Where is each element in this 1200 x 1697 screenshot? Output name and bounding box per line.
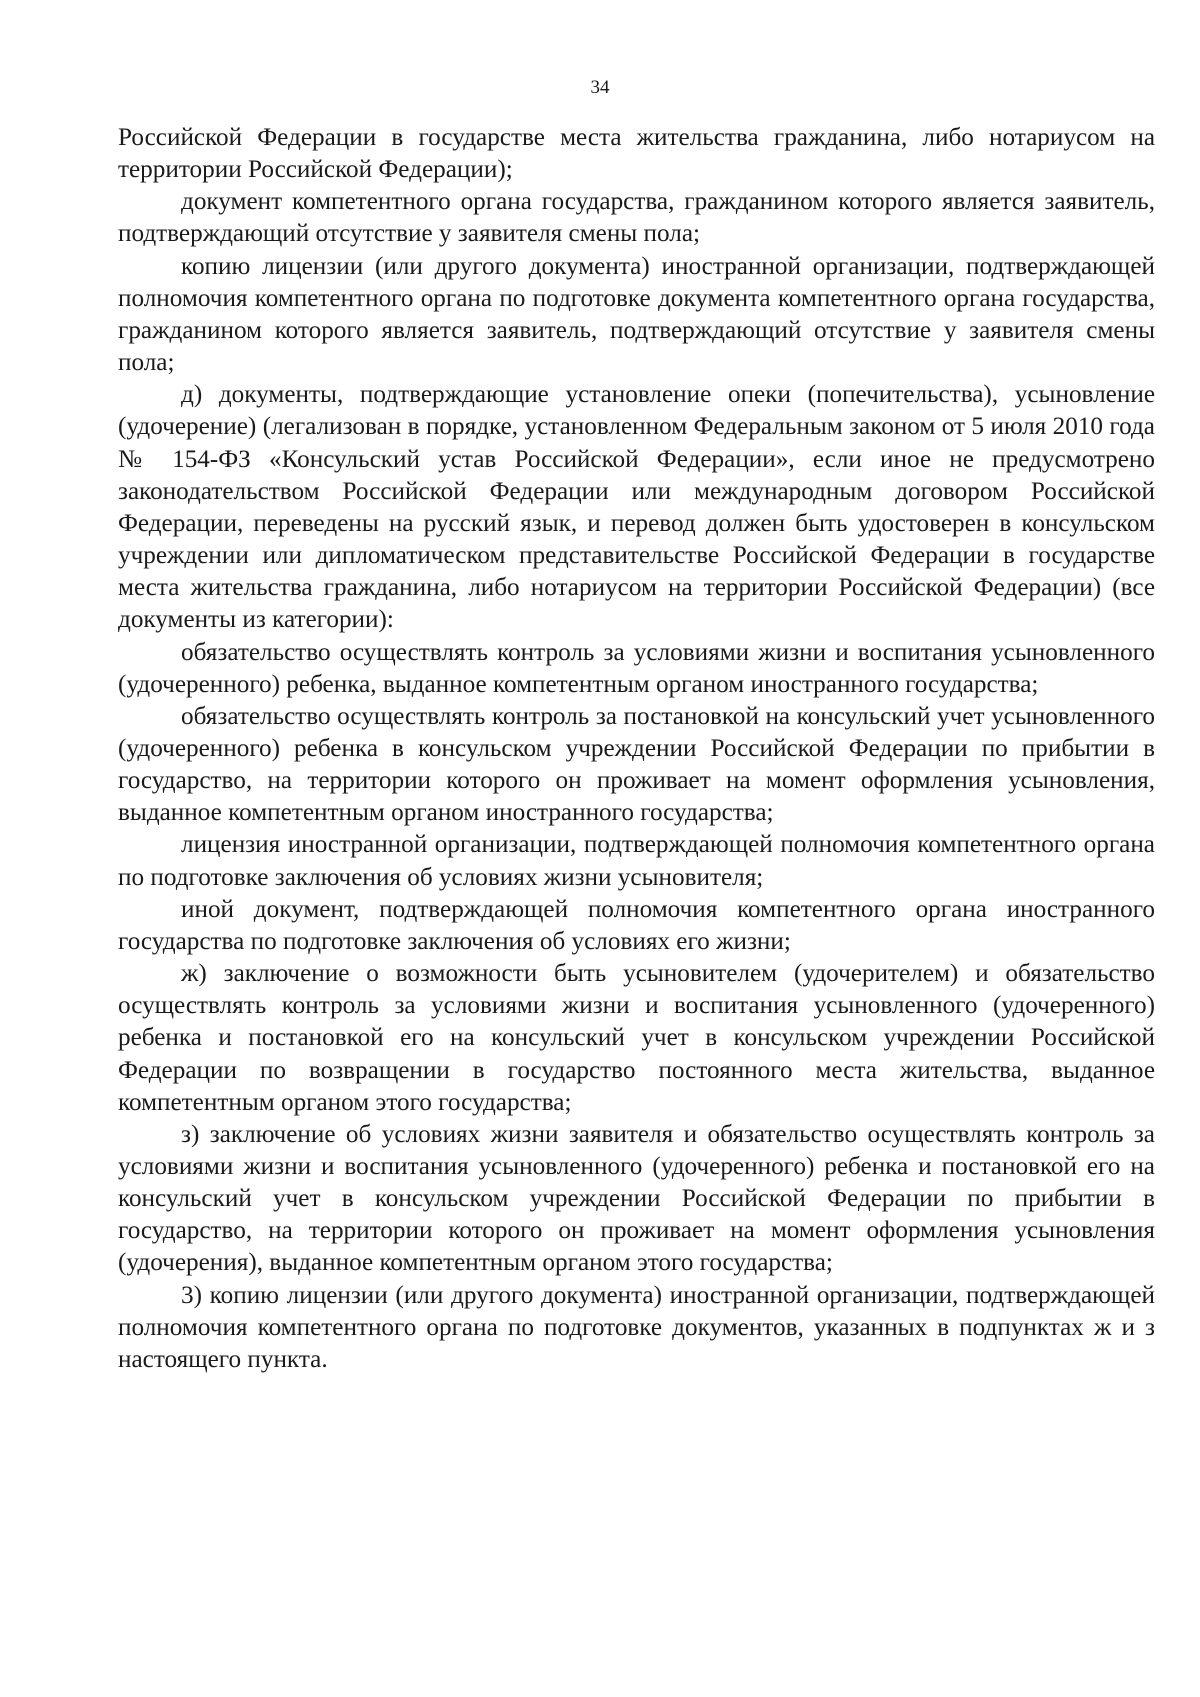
- page-number: 34: [590, 77, 610, 98]
- paragraph: Российской Федерации в государстве места жительства гражданина, либо нотариусом на территории Российской Федерации);: [118, 124, 1155, 184]
- document-body: [118, 122, 1155, 1376]
- paragraph: документ компетентного органа государства, гражданином которого является заявитель, подтверждающий отсутствие у заявителя смены пола;: [118, 188, 1155, 248]
- paragraph: обязательство осуществлять контроль за условиями жизни и воспитания усыновленного (удочеренного) ребенка, выданное компетентным органом иностранного государства;: [118, 638, 1155, 698]
- paragraph-item-d: д) документы, подтверждающие установление опеки (попечительства), усыновление (удочерение) (легализован в порядке, установленном Федеральным законом от 5 июля 2010 года № 154-ФЗ «Консульский устав Российской Федерации», если иное не предусмотрено законодательством Российской Федерации или международным договором Российской Федерации, переведены на русский язык, и перевод должен быть удостоверен в консульском учреждении или дипломатическом представительстве Российской Федерации в государстве места жительства гражданина, либо нотариусом на территории Российской Федерации) (все документы из категории):: [118, 381, 1155, 634]
- paragraph: лицензия иностранной организации, подтверждающей полномочия компетентного органа по подготовке заключения об условиях жизни усыновителя;: [118, 831, 1155, 891]
- paragraph: обязательство осуществлять контроль за постановкой на консульский учет усыновленного (удочеренного) ребенка в консульском учреждении Российской Федерации по прибытии в государство, на территории которого он проживает на момент оформления усыновления, выданное компетентным органом иностранного государства;: [118, 702, 1155, 827]
- paragraph-item-z: з) заключение об условиях жизни заявителя и обязательство осуществлять контроль за условиями жизни и воспитания усыновленного (удочеренного) ребенка и постановкой его на консульский учет в консульском учреждении Российской Федерации по прибытии в государство, на территории которого он проживает на момент оформления усыновления (удочерения), выданное компетентным органом этого государства;: [118, 1120, 1155, 1277]
- paragraph: иной документ, подтверждающей полномочия компетентного органа иностранного государства по подготовке заключения об условиях его жизни;: [118, 895, 1155, 955]
- paragraph-item-zh: ж) заключение о возможности быть усыновителем (удочерителем) и обязательство осуществлять контроль за условиями жизни и воспитания усыновленного (удочеренного) ребенка и постановкой его на консульский учет в консульском учреждении Российской Федерации по возвращении в государство постоянного места жительства, выданное компетентным органом этого государства;: [118, 960, 1155, 1116]
- paragraph: копию лицензии (или другого документа) иностранной организации, подтверждающей полномочия компетентного органа по подготовке документа компетентного органа государства, гражданином которого является заявитель, подтверждающий отсутствие у заявителя смены пола;: [118, 252, 1155, 377]
- paragraph-item-3: 3) копию лицензии (или другого документа) иностранной организации, подтверждающей полномочия компетентного органа по подготовке документов, указанных в подпунктах ж и з настоящего пункта.: [118, 1281, 1155, 1373]
